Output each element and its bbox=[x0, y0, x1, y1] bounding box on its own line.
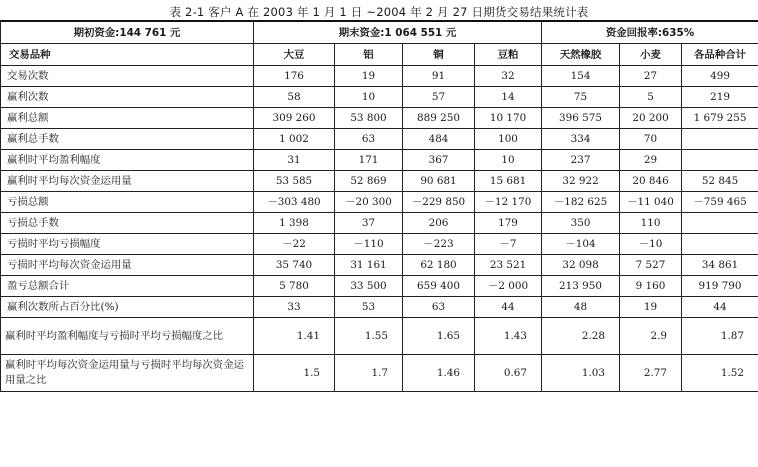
table-cell: 32 098 bbox=[542, 255, 620, 276]
table-cell: 213 950 bbox=[542, 276, 620, 297]
table-cell: 154 bbox=[542, 66, 620, 87]
table-cell: 20 846 bbox=[620, 171, 682, 192]
col-header-copper: 铜 bbox=[403, 44, 475, 66]
table-cell: 91 bbox=[403, 66, 475, 87]
col-header-category: 交易品种 bbox=[1, 44, 254, 66]
row-label: 交易次数 bbox=[1, 66, 254, 87]
row-label: 赢利时平均每次资金运用量 bbox=[1, 171, 254, 192]
table-row bbox=[1, 297, 758, 318]
table-cell: 20 200 bbox=[620, 108, 682, 129]
futures-stats-table bbox=[0, 20, 758, 392]
table-cell: 27 bbox=[620, 66, 682, 87]
table-cell: 31 161 bbox=[335, 255, 403, 276]
table-cell: 9 160 bbox=[620, 276, 682, 297]
table-cell: 53 bbox=[335, 297, 403, 318]
table-cell: －104 bbox=[542, 234, 620, 255]
table-cell: 100 bbox=[475, 129, 542, 150]
table-cell bbox=[682, 234, 758, 255]
table-row bbox=[1, 234, 758, 255]
table-row bbox=[1, 171, 758, 192]
table-cell: 35 740 bbox=[254, 255, 335, 276]
table-cell: 32 bbox=[475, 66, 542, 87]
row-label: 赢利时平均每次资金运用量与亏损时平均每次资金运用量之比 bbox=[1, 355, 254, 392]
row-label: 赢利总额 bbox=[1, 108, 254, 129]
table-cell: 499 bbox=[682, 66, 758, 87]
table-cell: 37 bbox=[335, 213, 403, 234]
table-cell: 889 250 bbox=[403, 108, 475, 129]
table-cell: －22 bbox=[254, 234, 335, 255]
table-cell: 1.5 bbox=[254, 355, 335, 392]
summary-header-row bbox=[1, 21, 758, 44]
table-cell: －182 625 bbox=[542, 192, 620, 213]
table-cell: 396 575 bbox=[542, 108, 620, 129]
table-cell: 14 bbox=[475, 87, 542, 108]
table-row bbox=[1, 355, 758, 392]
table-cell: 63 bbox=[403, 297, 475, 318]
table-cell: 1.43 bbox=[475, 318, 542, 355]
table-cell: 2.28 bbox=[542, 318, 620, 355]
table-caption: 表 2-1 客户 A 在 2003 年 1 月 1 日 ~2004 年 2 月 27 日期货交易结果统计表 bbox=[169, 5, 589, 19]
table-cell: －10 bbox=[620, 234, 682, 255]
table-cell: －2 000 bbox=[475, 276, 542, 297]
return-rate: 资金回报率:635% bbox=[542, 21, 758, 44]
table-cell: －11 040 bbox=[620, 192, 682, 213]
table-row bbox=[1, 108, 758, 129]
table-cell: 309 260 bbox=[254, 108, 335, 129]
table-cell: 1.46 bbox=[403, 355, 475, 392]
col-header-soybean: 大豆 bbox=[254, 44, 335, 66]
row-label: 赢利时平均盈利幅度与亏损时平均亏损幅度之比 bbox=[1, 318, 254, 355]
row-label: 赢利次数所占百分比(%) bbox=[1, 297, 254, 318]
table-cell: 334 bbox=[542, 129, 620, 150]
col-header-rubber: 天然橡胶 bbox=[542, 44, 620, 66]
table-cell: 90 681 bbox=[403, 171, 475, 192]
row-label: 赢利时平均盈利幅度 bbox=[1, 150, 254, 171]
table-cell bbox=[682, 213, 758, 234]
col-header-total: 各品种合计 bbox=[682, 44, 758, 66]
table-cell: 62 180 bbox=[403, 255, 475, 276]
table-cell: 31 bbox=[254, 150, 335, 171]
table-cell: 58 bbox=[254, 87, 335, 108]
table-cell: 171 bbox=[335, 150, 403, 171]
table-row bbox=[1, 255, 758, 276]
table-cell: 484 bbox=[403, 129, 475, 150]
table-cell: －759 465 bbox=[682, 192, 758, 213]
table-cell: 10 170 bbox=[475, 108, 542, 129]
table-cell: －110 bbox=[335, 234, 403, 255]
table-cell: 70 bbox=[620, 129, 682, 150]
table-cell: 33 bbox=[254, 297, 335, 318]
table-cell: 32 922 bbox=[542, 171, 620, 192]
table-cell: 33 500 bbox=[335, 276, 403, 297]
table-cell: 1.65 bbox=[403, 318, 475, 355]
row-label: 赢利总手数 bbox=[1, 129, 254, 150]
col-header-soymeal: 豆粕 bbox=[475, 44, 542, 66]
table-cell: 52 869 bbox=[335, 171, 403, 192]
table-cell: 44 bbox=[475, 297, 542, 318]
row-label: 亏损总额 bbox=[1, 192, 254, 213]
table-cell: －7 bbox=[475, 234, 542, 255]
table-cell: 1 002 bbox=[254, 129, 335, 150]
table-cell: 10 bbox=[475, 150, 542, 171]
table-cell: 2.77 bbox=[620, 355, 682, 392]
table-cell: 10 bbox=[335, 87, 403, 108]
table-cell: 179 bbox=[475, 213, 542, 234]
table-row bbox=[1, 318, 758, 355]
table-cell: 2.9 bbox=[620, 318, 682, 355]
table-cell: 5 780 bbox=[254, 276, 335, 297]
table-cell: －20 300 bbox=[335, 192, 403, 213]
table-cell: 7 527 bbox=[620, 255, 682, 276]
table-cell: 1 679 255 bbox=[682, 108, 758, 129]
table-cell: 19 bbox=[620, 297, 682, 318]
table-cell: 919 790 bbox=[682, 276, 758, 297]
table-cell: 1.41 bbox=[254, 318, 335, 355]
table-cell bbox=[682, 129, 758, 150]
table-row bbox=[1, 66, 758, 87]
table-cell: 44 bbox=[682, 297, 758, 318]
table-cell: 57 bbox=[403, 87, 475, 108]
table-row bbox=[1, 87, 758, 108]
table-cell: 34 861 bbox=[682, 255, 758, 276]
table-cell: －229 850 bbox=[403, 192, 475, 213]
table-cell bbox=[682, 150, 758, 171]
column-header-row bbox=[1, 44, 758, 66]
col-header-aluminum: 铝 bbox=[335, 44, 403, 66]
table-cell: 219 bbox=[682, 87, 758, 108]
table-cell: 52 845 bbox=[682, 171, 758, 192]
table-row bbox=[1, 192, 758, 213]
row-label: 亏损时平均每次资金运用量 bbox=[1, 255, 254, 276]
table-cell: 63 bbox=[335, 129, 403, 150]
table-cell: 110 bbox=[620, 213, 682, 234]
table-cell: 367 bbox=[403, 150, 475, 171]
table-cell: 1.55 bbox=[335, 318, 403, 355]
table-cell: 5 bbox=[620, 87, 682, 108]
table-row bbox=[1, 213, 758, 234]
row-label: 盈亏总额合计 bbox=[1, 276, 254, 297]
table-cell: －223 bbox=[403, 234, 475, 255]
table-cell: 1.03 bbox=[542, 355, 620, 392]
table-row bbox=[1, 276, 758, 297]
table-cell: 29 bbox=[620, 150, 682, 171]
table-cell: 237 bbox=[542, 150, 620, 171]
table-cell: 1.87 bbox=[682, 318, 758, 355]
table-cell: 176 bbox=[254, 66, 335, 87]
table-cell: 15 681 bbox=[475, 171, 542, 192]
table-row bbox=[1, 129, 758, 150]
table-row bbox=[1, 150, 758, 171]
row-label: 亏损时平均亏损幅度 bbox=[1, 234, 254, 255]
row-label: 亏损总手数 bbox=[1, 213, 254, 234]
initial-capital: 期初资金:144 761 元 bbox=[1, 21, 254, 44]
row-label: 赢利次数 bbox=[1, 87, 254, 108]
table-cell: 53 585 bbox=[254, 171, 335, 192]
table-cell: 19 bbox=[335, 66, 403, 87]
table-cell: 1.52 bbox=[682, 355, 758, 392]
table-cell: 206 bbox=[403, 213, 475, 234]
table-cell: 350 bbox=[542, 213, 620, 234]
table-cell: －303 480 bbox=[254, 192, 335, 213]
table-cell: 53 800 bbox=[335, 108, 403, 129]
final-capital: 期末资金:1 064 551 元 bbox=[254, 21, 542, 44]
col-header-wheat: 小麦 bbox=[620, 44, 682, 66]
table-cell: 1 398 bbox=[254, 213, 335, 234]
table-cell: 48 bbox=[542, 297, 620, 318]
table-cell: 75 bbox=[542, 87, 620, 108]
table-cell: 659 400 bbox=[403, 276, 475, 297]
table-cell: 23 521 bbox=[475, 255, 542, 276]
table-cell: 0.67 bbox=[475, 355, 542, 392]
table-cell: －12 170 bbox=[475, 192, 542, 213]
table-cell: 1.7 bbox=[335, 355, 403, 392]
